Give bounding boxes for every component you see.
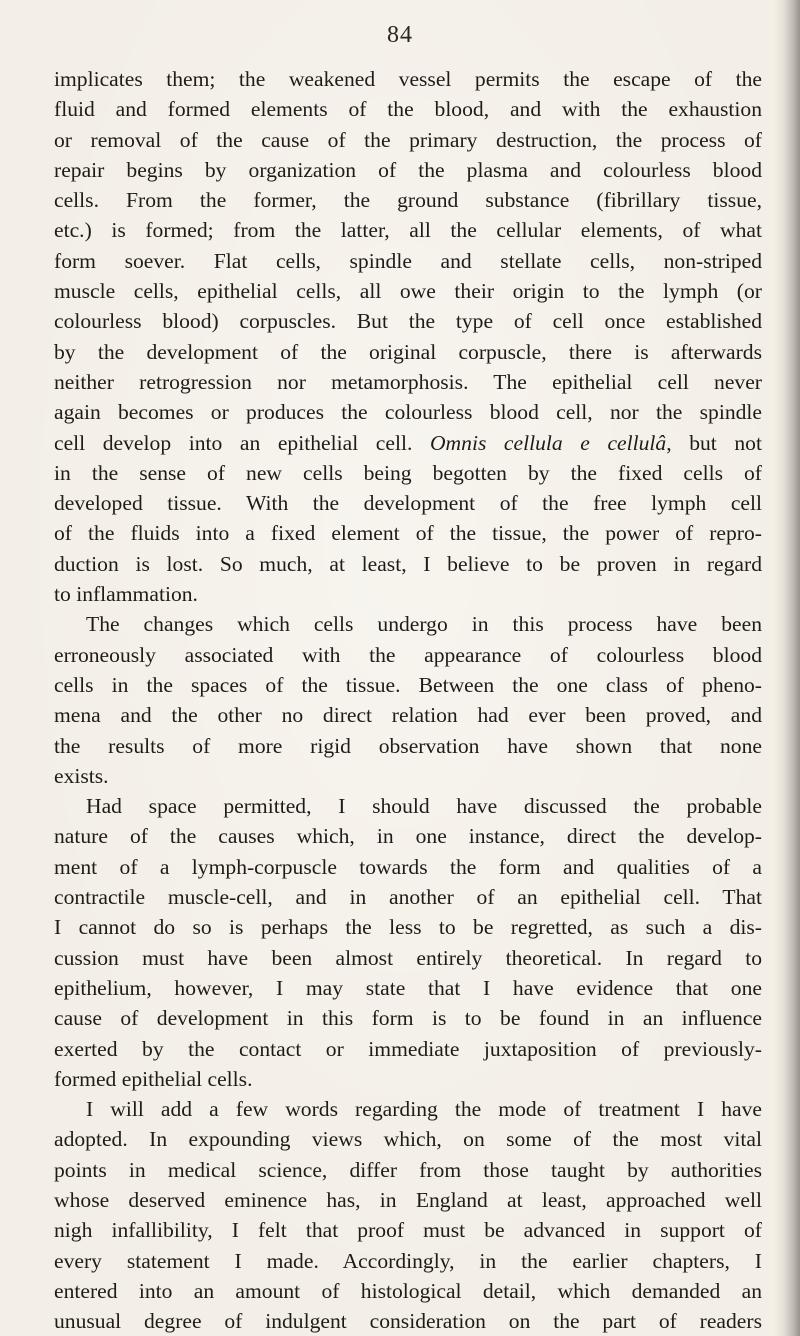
text-line: ment of a lymph-corpuscle towards the form and qualities of a [54,854,762,879]
text-line: epithelium, however, I may state that I have evidence that one [54,975,762,1000]
body-text [54,64,762,1336]
text-line: nature of the causes which, in one instance, direct the develop- [54,824,762,849]
paragraph [54,64,762,609]
text-line: every statement I made. Accordingly, in the earlier chapters, I [54,1248,762,1273]
page-number: 84 [387,22,413,48]
text-line: developed tissue. With the development of the free lymph cell [54,491,762,516]
text-line: repair begins by organization of the plasma and colourless blood [54,157,762,182]
text-line: or removal of the cause of the primary destruction, the process of [54,127,762,152]
text-line: etc.) is formed; from the latter, all the cellular elements, of what [54,218,762,243]
text-line: mena and the other no direct relation had ever been proved, and [54,703,762,728]
text-line: to inflammation. [54,582,198,607]
text-line: implicates them; the weakened vessel permits the escape of the [54,67,762,91]
paragraph [54,609,762,791]
text-line: form soever. Flat cells, spindle and stellate cells, non-striped [54,248,762,273]
text-line: points in medical science, differ from those taught by authorities [54,1157,762,1182]
page-edge-shadow [774,0,800,1336]
text-line: entered into an amount of histological detail, which demanded an [54,1278,762,1303]
text-line: duction is lost. So much, at least, I believe to be proven in regard [54,551,762,576]
text-line: nigh infallibility, I felt that proof must be advanced in support of [54,1218,762,1243]
text-line: cell develop into an epithelial cell. Omnis cellula e cellulâ, but not [54,430,762,455]
text-line: in the sense of new cells being begotten by the fixed cells of [54,460,762,485]
text-line: whose deserved eminence has, in England at least, approached well [54,1187,762,1212]
text-line: erroneously associated with the appearance of colourless blood [54,642,762,667]
text-line: I will add a few words regarding the mode of treatment I have [86,1097,762,1122]
text-line: Had space permitted, I should have discussed the probable [86,794,762,819]
text-line: neither retrogression nor metamorphosis. The epithelial cell never [54,369,762,394]
text-line: contractile muscle-cell, and in another of an epithelial cell. That [54,885,762,910]
text-line: colourless blood) corpuscles. But the type of cell once established [54,309,762,334]
text-line: The changes which cells undergo in this process have been [86,612,762,637]
latin-phrase: Omnis cellula e cellulâ [429,430,667,455]
text-line: exerted by the contact or immediate juxtaposition of previously- [54,1036,762,1061]
text-line: unusual degree of indulgent consideration on the part of readers [54,1309,762,1334]
text-line: exists. [54,763,109,788]
text-line: of the fluids into a fixed element of the tissue, the power of repro- [54,521,762,546]
text-line: I cannot do so is perhaps the less to be regretted, as such a dis- [54,915,762,940]
text-line: muscle cells, epithelial cells, all owe their origin to the lymph (or [54,279,762,304]
text-line: again becomes or produces the colourless blood cell, nor the spindle [54,400,762,425]
text-line: cells. From the former, the ground substance (fibrillary tissue, [54,188,762,213]
text-line: by the development of the original corpuscle, there is afterwards [54,339,762,364]
text-line: cause of development in this form is to be found in an influence [54,1006,762,1031]
text-line: the results of more rigid observation have shown that none [54,733,762,758]
text-line: cells in the spaces of the tissue. Between the one class of pheno- [54,672,762,697]
text-line: formed epithelial cells. [54,1066,253,1091]
text-line: fluid and formed elements of the blood, and with the exhaustion [54,97,762,122]
paragraph [54,1094,762,1336]
text-line: adopted. In expounding views which, on some of the most vital [54,1127,762,1152]
paragraph [54,791,762,1094]
text-line: cussion must have been almost entirely theoretical. In regard to [54,945,762,970]
